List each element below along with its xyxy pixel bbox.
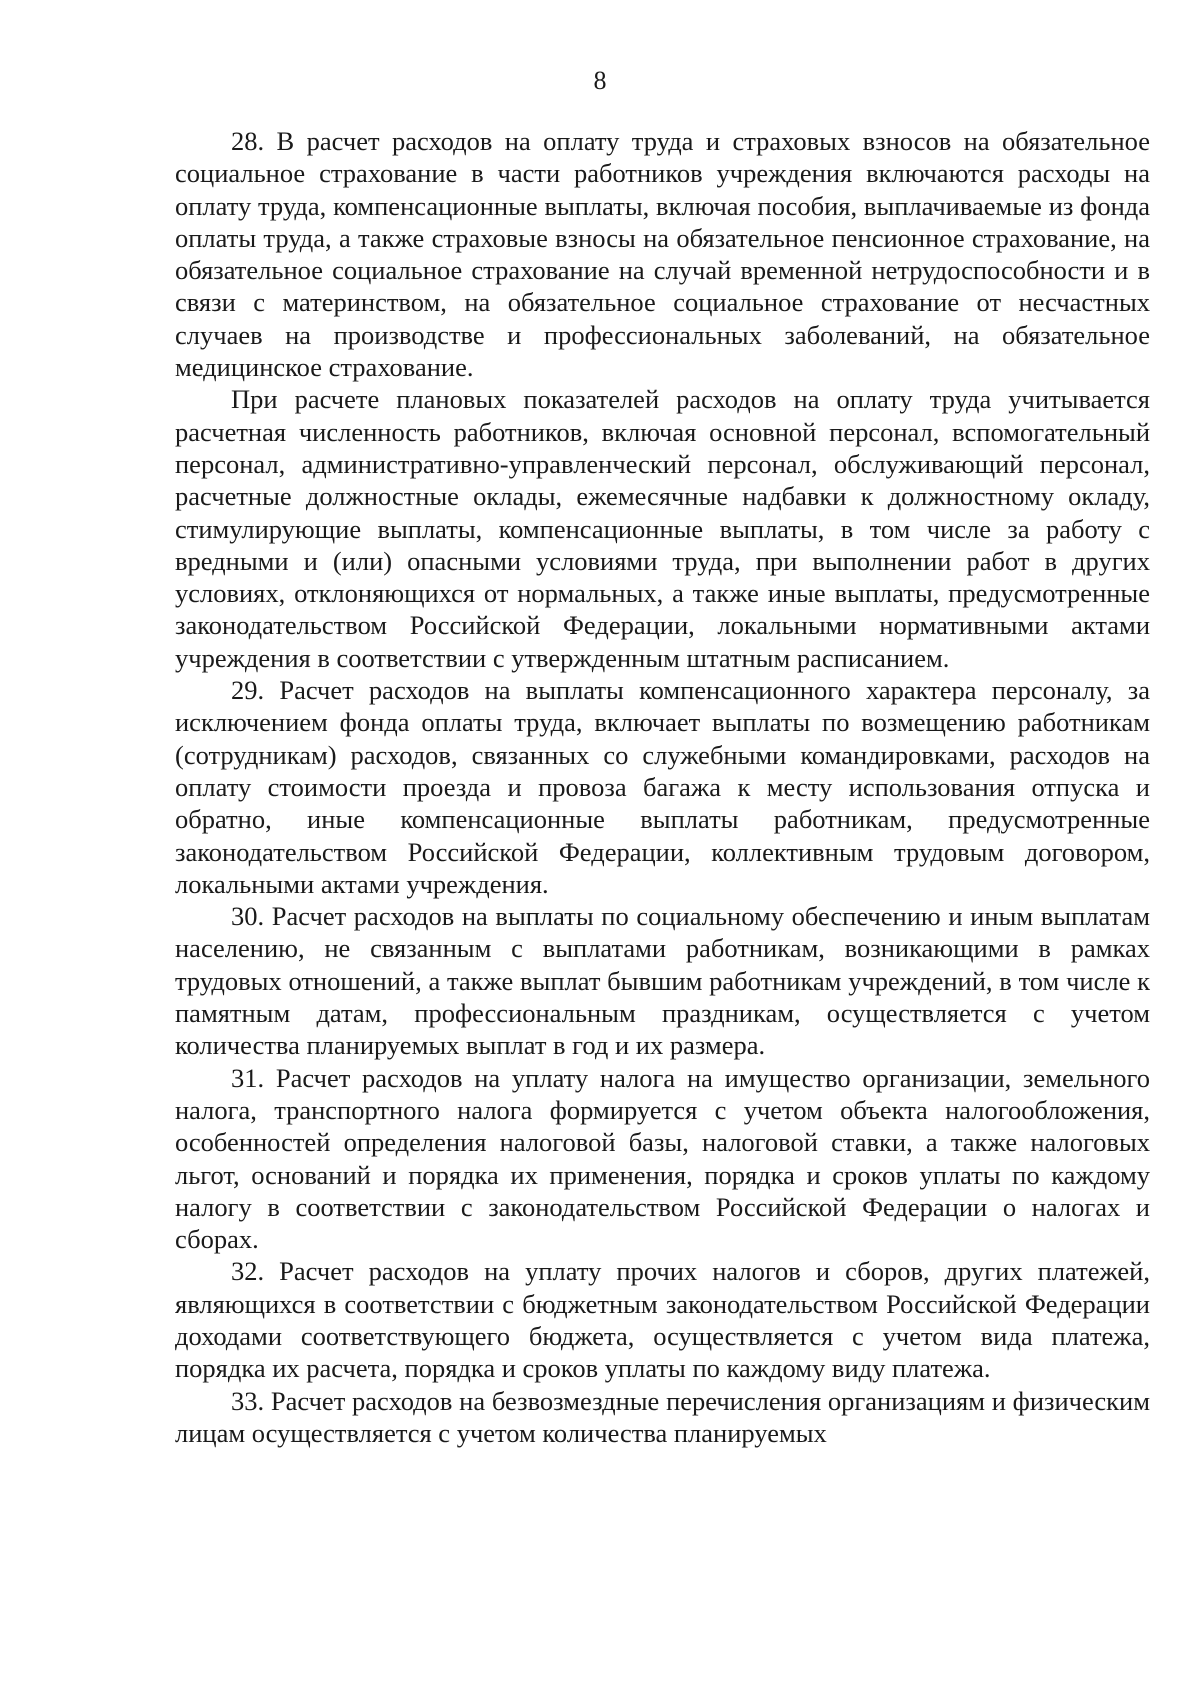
document-body [175,125,1150,1449]
paragraph-29: 29. Расчет расходов на выплаты компенсационного характера персоналу, за исключением фонда оплаты труда, включает выплаты по возмещению работникам (сотрудникам) расходов, связанных со служебными командировками, расходов на оплату стоимости проезда и провоза багажа к месту использования отпуска и обратно, иные компенсационные выплаты работникам, предусмотренные законодательством Российской Федерации, коллективным трудовым договором, локальными актами учреждения. [175,675,1150,899]
page-number: 8 [593,66,607,95]
paragraph-32: 32. Расчет расходов на уплату прочих налогов и сборов, других платежей, являющихся в соответствии с бюджетным законодательством Российской Федерации доходами соответствующего бюджета, осуществляется с учетом вида платежа, порядка их расчета, порядка и сроков уплаты по каждому виду платежа. [175,1256,1150,1384]
paragraph-31: 31. Расчет расходов на уплату налога на имущество организации, земельного налога, транспортного налога формируется с учетом объекта налогообложения, особенностей определения налоговой базы, налоговой ставки, а также налоговых льгот, оснований и порядка их применения, порядка и сроков уплаты по каждому налогу в соответствии с законодательством Российской Федерации о налогах и сборах. [175,1062,1150,1255]
paragraph-28: 28. В расчет расходов на оплату труда и страховых взносов на обязательное социальное страхование в части работников учреждения включаются расходы на оплату труда, компенсационные выплаты, включая пособия, выплачиваемые из фонда оплаты труда, а также страховые взносы на обязательное пенсионное страхование, на обязательное социальное страхование на случай временной нетрудоспособности и в связи с материнством, на обязательное социальное страхование от несчастных случаев на производстве и профессиональных заболеваний, на обязательное медицинское страхование. [175,126,1150,383]
paragraph-30: 30. Расчет расходов на выплаты по социальному обеспечению и иным выплатам населению, не связанным с выплатами работникам, возникающими в рамках трудовых отношений, а также выплат бывшим работникам учреждений, в том числе к памятным датам, профессиональным праздникам, осуществляется с учетом количества планируемых выплат в год и их размера. [175,901,1150,1061]
paragraph-33: 33. Расчет расходов на безвозмездные перечисления организациям и физическим лицам осуществляется с учетом количества планируемых [175,1385,1150,1448]
paragraph-payroll-planning: При расчете плановых показателей расходов на оплату труда учитывается расчетная численность работников, включая основной персонал, вспомогательный персонал, административно-управленческий персонал, обслуживающий персонал, расчетные должностные оклады, ежемесячные надбавки к должностному окладу, стимулирующие выплаты, компенсационные выплаты, в том числе за работу с вредными и (или) опасными условиями труда, при выполнении работ в других условиях, отклоняющихся от нормальных, а также иные выплаты, предусмотренные законодательством Российской Федерации, локальными нормативными актами учреждения в соответствии с утвержденным штатным расписанием. [175,384,1150,673]
